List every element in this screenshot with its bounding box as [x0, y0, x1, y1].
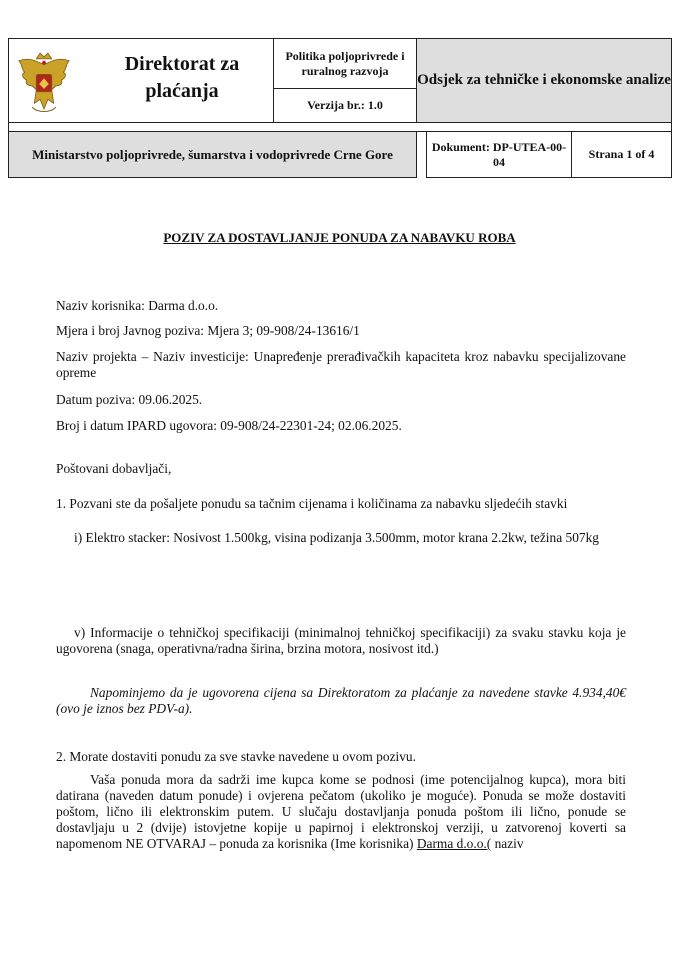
- directorate-title: Direktorat za plaćanja: [124, 53, 240, 102]
- greeting: Poštovani dobavljači,: [56, 461, 172, 476]
- price-note: Napominjemo da je ugovorena cijena sa Direktoratom za plaćanje za navedene stavke 4.934,40€ (ovo je iznos bez PDV-a).: [56, 685, 626, 716]
- point-1: 1. Pozvani ste da pošaljete ponudu sa tačnim cijenama i količinama za nabavku sljedećih stavki: [56, 496, 568, 511]
- beneficiary-name: Darma d.o.o.(: [416, 836, 492, 851]
- section-title: Odsjek za tehničke i ekonomske analize: [417, 39, 672, 123]
- measure-line: Mjera i broj Javnog poziva: Mjera 3; 09-908/24-13616/1: [56, 323, 360, 338]
- version-cell: Verzija br.: 1.0: [274, 89, 417, 123]
- ministry-cell: Ministarstvo poljoprivrede, šumarstva i vodoprivrede Crne Gore: [9, 132, 417, 178]
- header-gap: [417, 132, 427, 178]
- item-i: i) Elektro stacker: Nosivost 1.500kg, visina podizanja 3.500mm, motor krana 2.2kw, težina 507kg: [74, 530, 599, 545]
- montenegro-coat-of-arms-icon: [15, 51, 73, 117]
- document-title: POZIV ZA DOSTAVLJANJE PONUDA ZA NABAVKU ROBA: [163, 230, 516, 245]
- item-v: v) Informacije o tehničkoj specifikaciji (minimalnoj tehničkoj specifikaciji) za svaku stavku koja je ugovorena (snaga, operativna/radna širina, brzina motora, nosivost itd.): [56, 625, 626, 656]
- project-line: Naziv projekta – Naziv investicije: Unapređenje prerađivačkih kapaciteta kroz nabavku specijalizovane opreme: [56, 349, 626, 380]
- date-line: Datum poziva: 09.06.2025.: [56, 392, 203, 407]
- body-text: Vaša ponuda mora da sadrži ime kupca kome se podnosi (ime potencijalnog kupca), mora biti datirana (naveden datum ponude) i ovjerena pečatom (ukoliko je moguće). Ponuda se može dostaviti poštom, lično ili elektronskim putem. U slučaju dostavljanja ponuda poštom ili lično, ponude se dostavljaju u 2 (dvije) istovjetne kopije u papirnoj i elektronskoj verziji, u zatvorenoj koverti sa napomenom NE OTVARAJ – ponuda za korisnika (Ime korisnika): [56, 772, 626, 851]
- point-2: 2. Morate dostaviti ponudu za sve stavke navedene u ovom pozivu.: [56, 749, 416, 764]
- body-tail: naziv: [491, 836, 524, 851]
- body-paragraph: [56, 772, 626, 852]
- document-header: [8, 38, 672, 178]
- header-spacer: [9, 123, 672, 132]
- contract-line: Broj i datum IPARD ugovora: 09-908/24-22301-24; 02.06.2025.: [56, 418, 402, 433]
- beneficiary-line: Naziv korisnika: Darma d.o.o.: [56, 298, 219, 313]
- directorate-cell: [9, 39, 274, 123]
- document-number: Dokument: DP-UTEA-00-04: [427, 132, 572, 178]
- page-number: Strana 1 of 4: [572, 132, 672, 178]
- policy-cell: Politika poljoprivrede i ruralnog razvoja: [274, 39, 417, 89]
